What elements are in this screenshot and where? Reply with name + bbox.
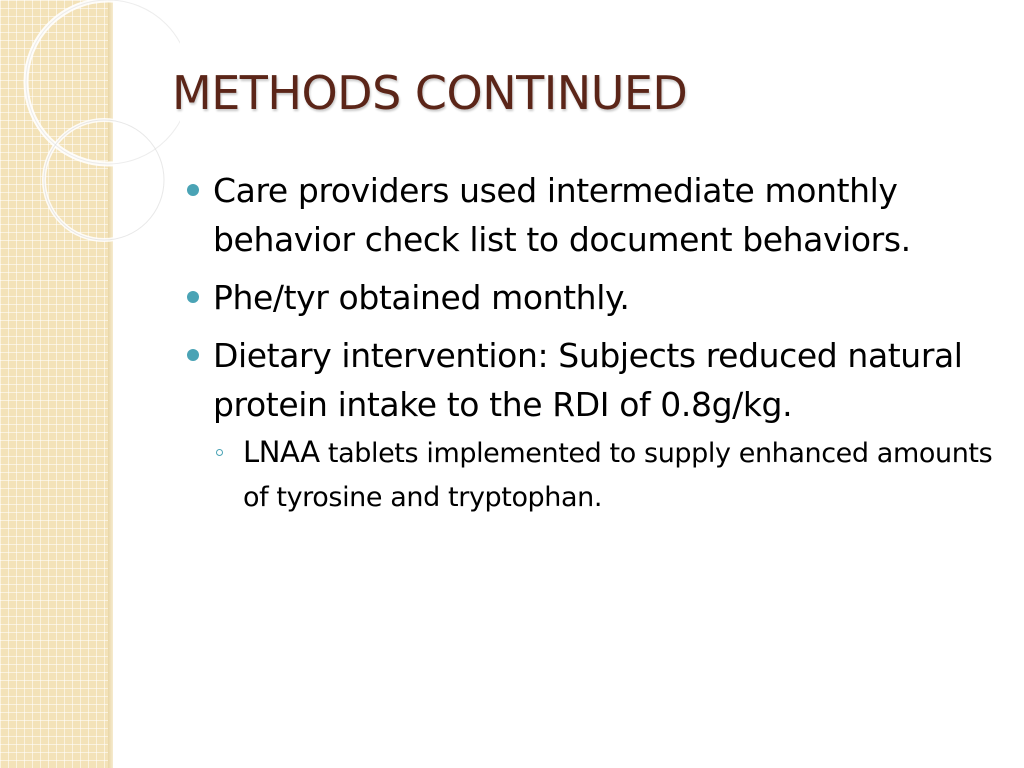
bullet-text: Care providers used intermediate monthly behavior check list to document behaviors.	[213, 171, 911, 259]
hollow-circle-bullet-icon	[216, 449, 223, 456]
sub-bullet-text: tablets implemented to supply enhanced amounts of tyrosine and tryptophan.	[243, 438, 993, 513]
bullet-item	[186, 166, 998, 264]
bullet-text: Phe/tyr obtained monthly.	[213, 278, 630, 317]
bullet-text: Dietary intervention: Subjects reduced natural protein intake to the RDI of 0.8g/kg.	[213, 336, 963, 424]
bullet-dot-icon	[187, 291, 199, 303]
bullet-dot-icon	[187, 349, 199, 361]
slide-title: METHODS CONTINUED	[172, 66, 688, 120]
bullet-item	[186, 331, 998, 519]
bullet-list	[186, 166, 998, 519]
bullet-item	[186, 273, 998, 322]
sub-bullet-lead: LNAA	[243, 435, 320, 469]
bullet-dot-icon	[187, 184, 199, 196]
sub-bullet-list	[213, 431, 998, 519]
decorative-rings	[0, 0, 180, 300]
sub-bullet-item	[213, 431, 998, 519]
slide-content	[186, 166, 998, 528]
